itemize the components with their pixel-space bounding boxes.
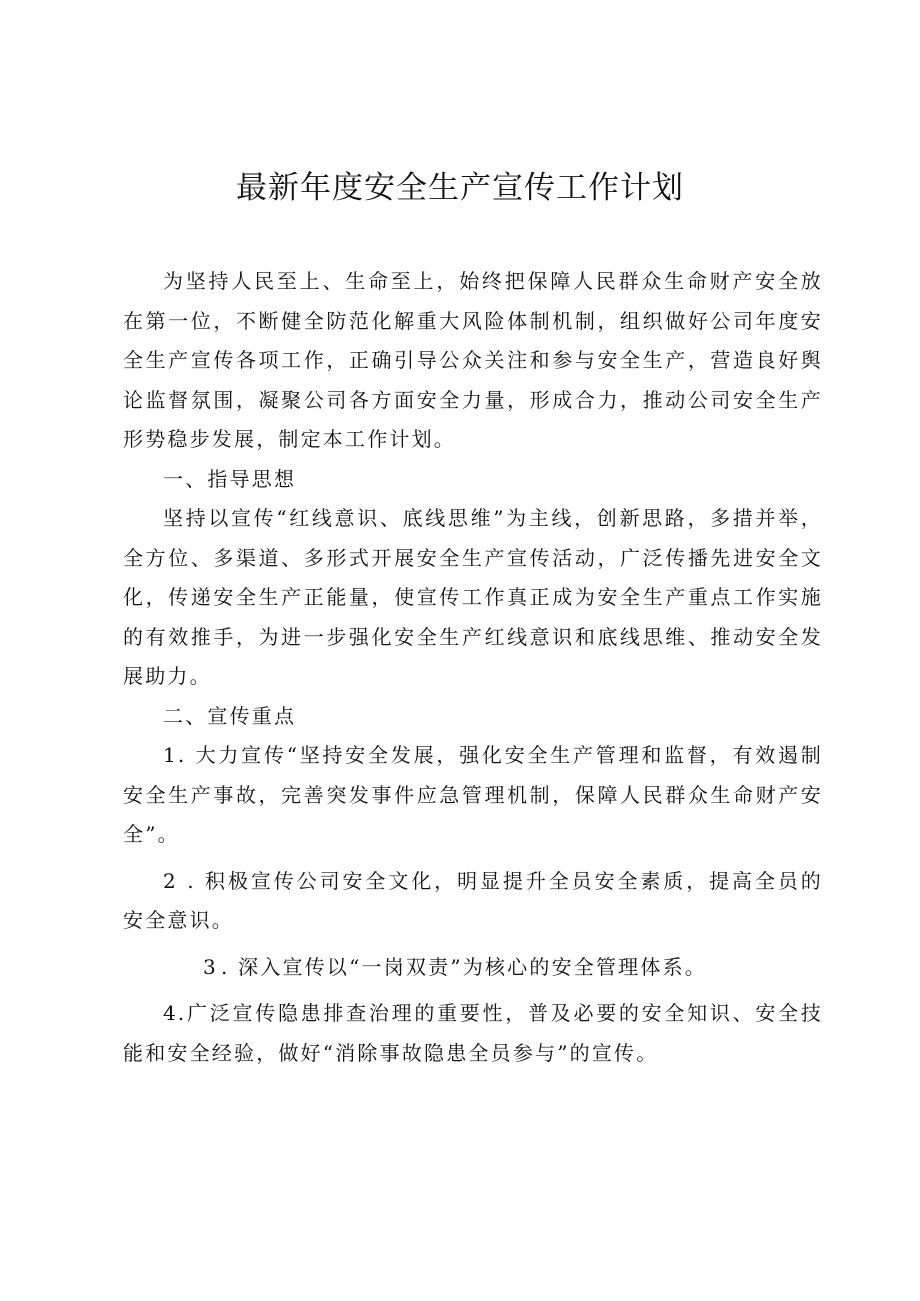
publicity-item-4: 4.广泛宣传隐患排查治理的重要性，普及必要的安全知识、安全技能和安全经验，做好“消除事故隐患全员参与”的宣传。 (123, 1001, 823, 1065)
item-number: 3 (203, 954, 218, 979)
section-heading-label: 二、宣传重点 (163, 703, 297, 728)
item-text: . 深入宣传以“一岗双责”为核心的安全管理体系。 (221, 954, 707, 979)
intro-paragraph: 为坚持人民至上、生命至上，始终把保障人民群众生命财产安全放在第一位，不断健全防范化解重大风险体制机制，组织做好公司年度安全生产宣传各项工作，正确引导公众关注和参与安全生产，营造良好舆论监督氛围，凝聚公司各方面安全力量，形成合力，推动公司安全生产形势稳步发展，制定本工作计划。 (123, 269, 823, 451)
document-title: 最新年度安全生产宣传工作计划 (236, 170, 684, 206)
publicity-item-2: 2 . 积极宣传公司安全文化，明显提升全员安全素质，提高全员的安全意识。 (123, 868, 823, 932)
publicity-item-1: 1. 大力宣传“坚持安全发展，强化安全生产管理和监督，有效遏制安全生产事故，完善突发事件应急管理机制，保障人民群众生命财产安全”。 (123, 743, 823, 846)
guiding-ideology-paragraph: 坚持以宣传“红线意识、底线思维”为主线，创新思路，多措并举，全方位、多渠道、多形式开展安全生产宣传活动，广泛传播先进安全文化，传递安全生产正能量，使宣传工作真正成为安全生产重点工作实施的有效推手，为进一步强化安全生产红线意识和底线思维、推动安全发展助力。 (123, 506, 823, 688)
section-heading-publicity-focus (123, 697, 823, 737)
publicity-item-3 (123, 948, 823, 988)
section-heading-label: 一、指导思想 (163, 466, 297, 491)
document-body (123, 262, 823, 1073)
section-heading-guiding-ideology (123, 460, 823, 500)
